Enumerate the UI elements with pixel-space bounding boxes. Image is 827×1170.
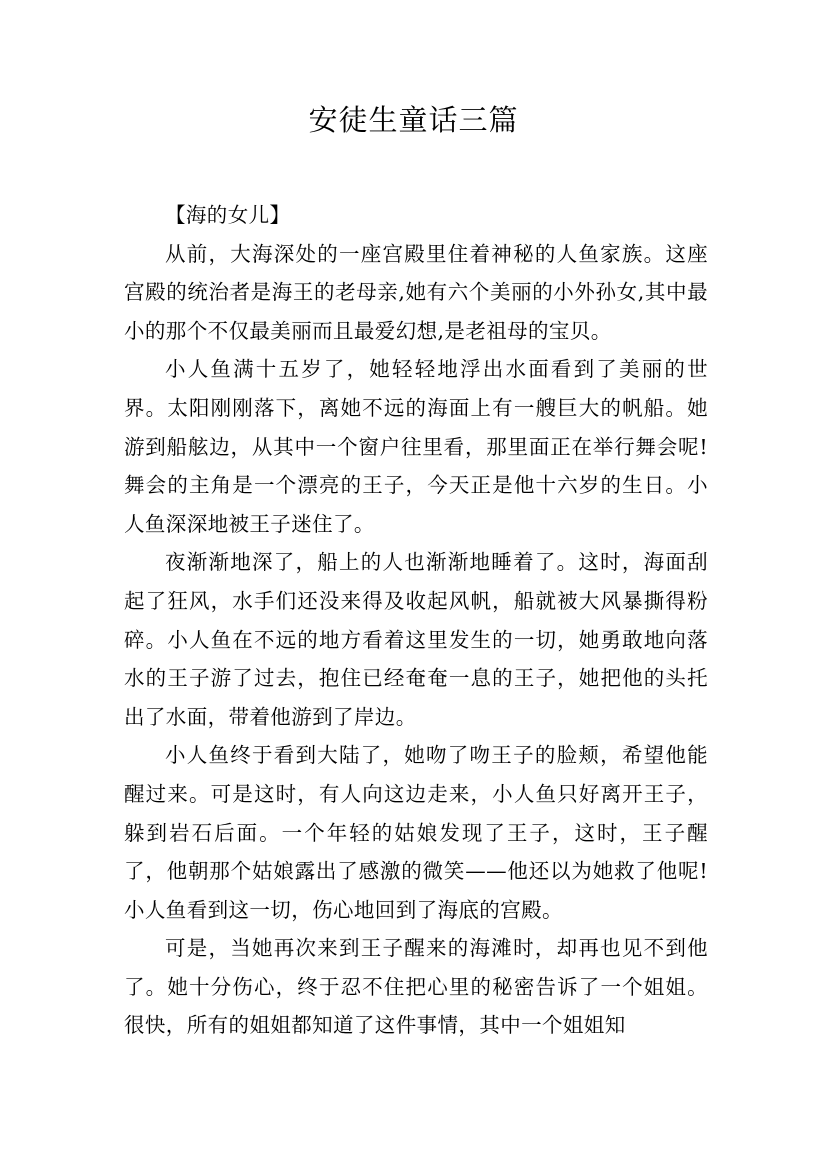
paragraph: 小人鱼满十五岁了，她轻轻地浮出水面看到了美丽的世界。太阳刚刚落下，离她不远的海面上有一艘巨大的帆船。她游到船舷边，从其中一个窗户往里看，那里面正在举行舞会呢!舞会的主角是一个漂亮的王子，今天正是他十六岁的生日。小人鱼深深地被王子迷住了。 — [124, 357, 708, 536]
section-heading: 【海的女儿】 — [165, 203, 291, 227]
paragraph: 从前，大海深处的一座宫殿里住着神秘的人鱼家族。这座宫殿的统治者是海王的老母亲,她有六个美丽的小外孙女,其中最小的那个不仅最美丽而且最爱幻想,是老祖母的宝贝。 — [124, 241, 708, 343]
paragraph: 可是，当她再次来到王子醒来的海滩时，却再也见不到他了。她十分伤心，终于忍不住把心里的秘密告诉了一个姐姐。很快，所有的姐姐都知道了这件事情，其中一个姐姐知 — [124, 936, 708, 1038]
paragraph: 小人鱼终于看到大陆了，她吻了吻王子的脸颊，希望他能醒过来。可是这时，有人向这边走来，小人鱼只好离开王子，躲到岩石后面。一个年轻的姑娘发现了王子，这时，王子醒了，他朝那个姑娘露出了感激的微笑——他还以为她救了他呢!小人鱼看到这一切，伤心地回到了海底的宫殿。 — [124, 743, 708, 922]
page-title: 安徒生童话三篇 — [308, 103, 519, 137]
document-body — [124, 196, 708, 1045]
paragraph: 夜渐渐地深了，船上的人也渐渐地睡着了。这时，海面刮起了狂风，水手们还没来得及收起风帆，船就被大风暴撕得粉碎。小人鱼在不远的地方看着这里发生的一切，她勇敢地向落水的王子游了过去，抱住已经奄奄一息的王子，她把他的头托出了水面，带着他游到了岸边。 — [124, 550, 708, 729]
